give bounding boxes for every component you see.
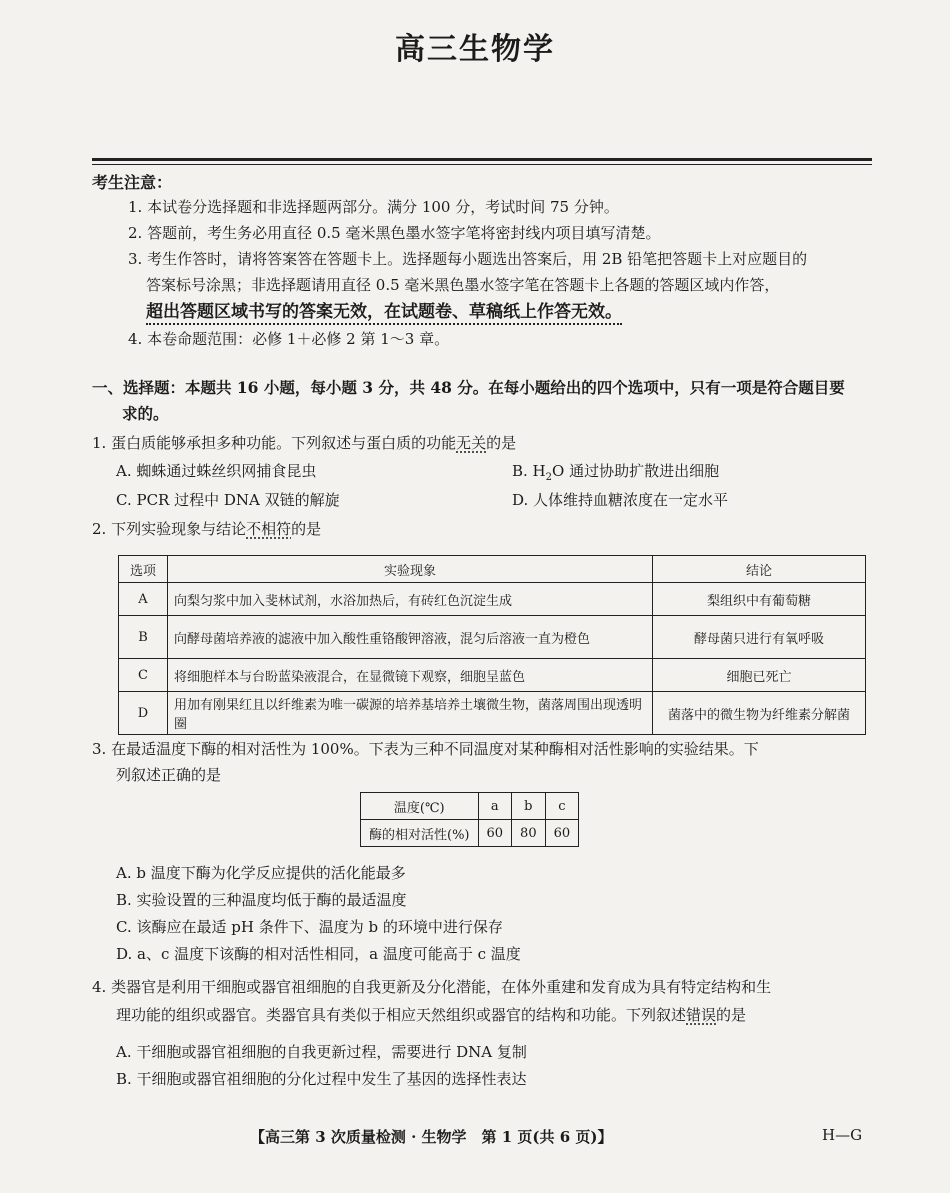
q3-option-a: A. b 温度下酶为化学反应提供的活化能最多 [116, 864, 406, 882]
table-row [361, 793, 579, 820]
q4-stem: 4. 类器官是利用干细胞或器官祖细胞的自我更新及分化潜能，在体外重建和发育成为具有特定结构和生 [92, 978, 772, 996]
q3-temp-label: 温度(℃) [361, 793, 479, 820]
q2-row-option: C [119, 659, 168, 692]
q3-table [360, 792, 579, 847]
q1-stem: 1. 蛋白质能够承担多种功能。下列叙述与蛋白质的功能无关的是 [92, 434, 517, 452]
q1-option-a: A. 蜘蛛通过蛛丝织网捕食昆虫 [116, 462, 317, 480]
section-heading-cont: 求的。 [122, 404, 169, 423]
q2-row-phenomenon: 向酵母菌培养液的滤液中加入酸性重铬酸钾溶液，混匀后溶液一直为橙色 [168, 616, 653, 659]
q1-option-d: D. 人体维持血糖浓度在一定水平 [512, 491, 729, 509]
notice-item-4: 4. 本卷命题范围：必修 1＋必修 2 第 1～3 章。 [128, 330, 450, 348]
notice-item-1: 1. 本试卷分选择题和非选择题两部分。满分 100 分，考试时间 75 分钟。 [128, 198, 619, 216]
q3-option-c: C. 该酶应在最适 pH 条件下、温度为 b 的环境中进行保存 [116, 918, 503, 936]
q3-option-b: B. 实验设置的三种温度均低于酶的最适温度 [116, 891, 407, 909]
q2-header-option: 选项 [119, 556, 168, 583]
q2-table-header [119, 556, 866, 583]
notice-item-3: 3. 考生作答时，请将答案答在答题卡上。选择题每小题选出答案后，用 2B 铅笔把答题卡上对应题目的 [128, 250, 808, 268]
notice-item-3-cont: 答案标号涂黑；非选择题请用直径 0.5 毫米黑色墨水签字笔在答题卡上各题的答题区域内作答， [146, 276, 780, 294]
page-footer: 【高三第 3 次质量检测 · 生物学 第 1 页(共 6 页)】 [250, 1128, 613, 1146]
q3-activity-c: 60 [545, 820, 579, 847]
page-title: 高三生物学 [395, 32, 555, 67]
q2-row-conclusion: 梨组织中有葡萄糖 [653, 583, 866, 616]
notice-warning: 超出答题区域书写的答案无效，在试题卷、草稿纸上作答无效。 [146, 302, 622, 325]
q2-row-phenomenon: 向梨匀浆中加入斐林试剂，水浴加热后，有砖红色沉淀生成 [168, 583, 653, 616]
notice-item-2: 2. 答题前，考生务必用直径 0.5 毫米黑色墨水签字笔将密封线内项目填写清楚。 [128, 224, 661, 242]
q1-keyword: 无关 [456, 434, 487, 452]
q2-header-conclusion: 结论 [653, 556, 866, 583]
q2-row-option: B [119, 616, 168, 659]
q2-header-phenomenon: 实验现象 [168, 556, 653, 583]
q3-temp-c: c [545, 793, 579, 820]
section-heading: 一、选择题：本题共 16 小题，每小题 3 分，共 48 分。在每小题给出的四个选项中，只有一项是符合题目要 [92, 378, 845, 397]
q2-row-option: D [119, 692, 168, 735]
q3-temp-b: b [512, 793, 546, 820]
q4-option-b: B. 干细胞或器官祖细胞的分化过程中发生了基因的选择性表达 [116, 1070, 527, 1088]
q2-row-option: A [119, 583, 168, 616]
q1-option-c: C. PCR 过程中 DNA 双链的解旋 [116, 491, 340, 509]
q4-stem-cont: 理功能的组织或器官。类器官具有类似于相应天然组织或器官的结构和功能。下列叙述错误的是 [116, 1006, 747, 1024]
notice-heading: 考生注意： [92, 173, 173, 192]
q2-row-phenomenon: 将细胞样本与台盼蓝染液混合，在显微镜下观察，细胞呈蓝色 [168, 659, 653, 692]
table-row [119, 583, 866, 616]
q3-stem: 3. 在最适温度下酶的相对活性为 100%。下表为三种不同温度对某种酶相对活性影响的实验结果。下 [92, 740, 759, 758]
table-row [119, 692, 866, 735]
q2-row-conclusion: 酵母菌只进行有氧呼吸 [653, 616, 866, 659]
q4-option-a: A. 干细胞或器官祖细胞的自我更新过程，需要进行 DNA 复制 [116, 1043, 527, 1061]
paper-code: H—G [822, 1126, 863, 1144]
table-row [119, 659, 866, 692]
q1-option-b: B. $H_2O$ 通过协助扩散进出细胞 [512, 462, 720, 483]
q2-row-phenomenon: 用加有刚果红且以纤维素为唯一碳源的培养基培养土壤微生物，菌落周围出现透明圈 [168, 692, 653, 735]
q3-activity-b: 80 [512, 820, 546, 847]
q2-table [118, 555, 866, 735]
q3-activity-label: 酶的相对活性(%) [361, 820, 479, 847]
q3-option-d: D. a、c 温度下该酶的相对活性相同，a 温度可能高于 c 温度 [116, 945, 521, 963]
header-rule-thin [92, 164, 872, 165]
q3-stem-cont: 列叙述正确的是 [116, 766, 222, 784]
q3-temp-a: a [478, 793, 512, 820]
q2-row-conclusion: 细胞已死亡 [653, 659, 866, 692]
q2-stem: 2. 下列实验现象与结论不相符的是 [92, 520, 322, 538]
table-row [119, 616, 866, 659]
header-rule [92, 158, 872, 161]
q2-keyword: 不相符 [246, 520, 292, 538]
q3-activity-a: 60 [478, 820, 512, 847]
table-row [361, 820, 579, 847]
q4-keyword: 错误 [686, 1006, 717, 1024]
q2-row-conclusion: 菌落中的微生物为纤维素分解菌 [653, 692, 866, 735]
